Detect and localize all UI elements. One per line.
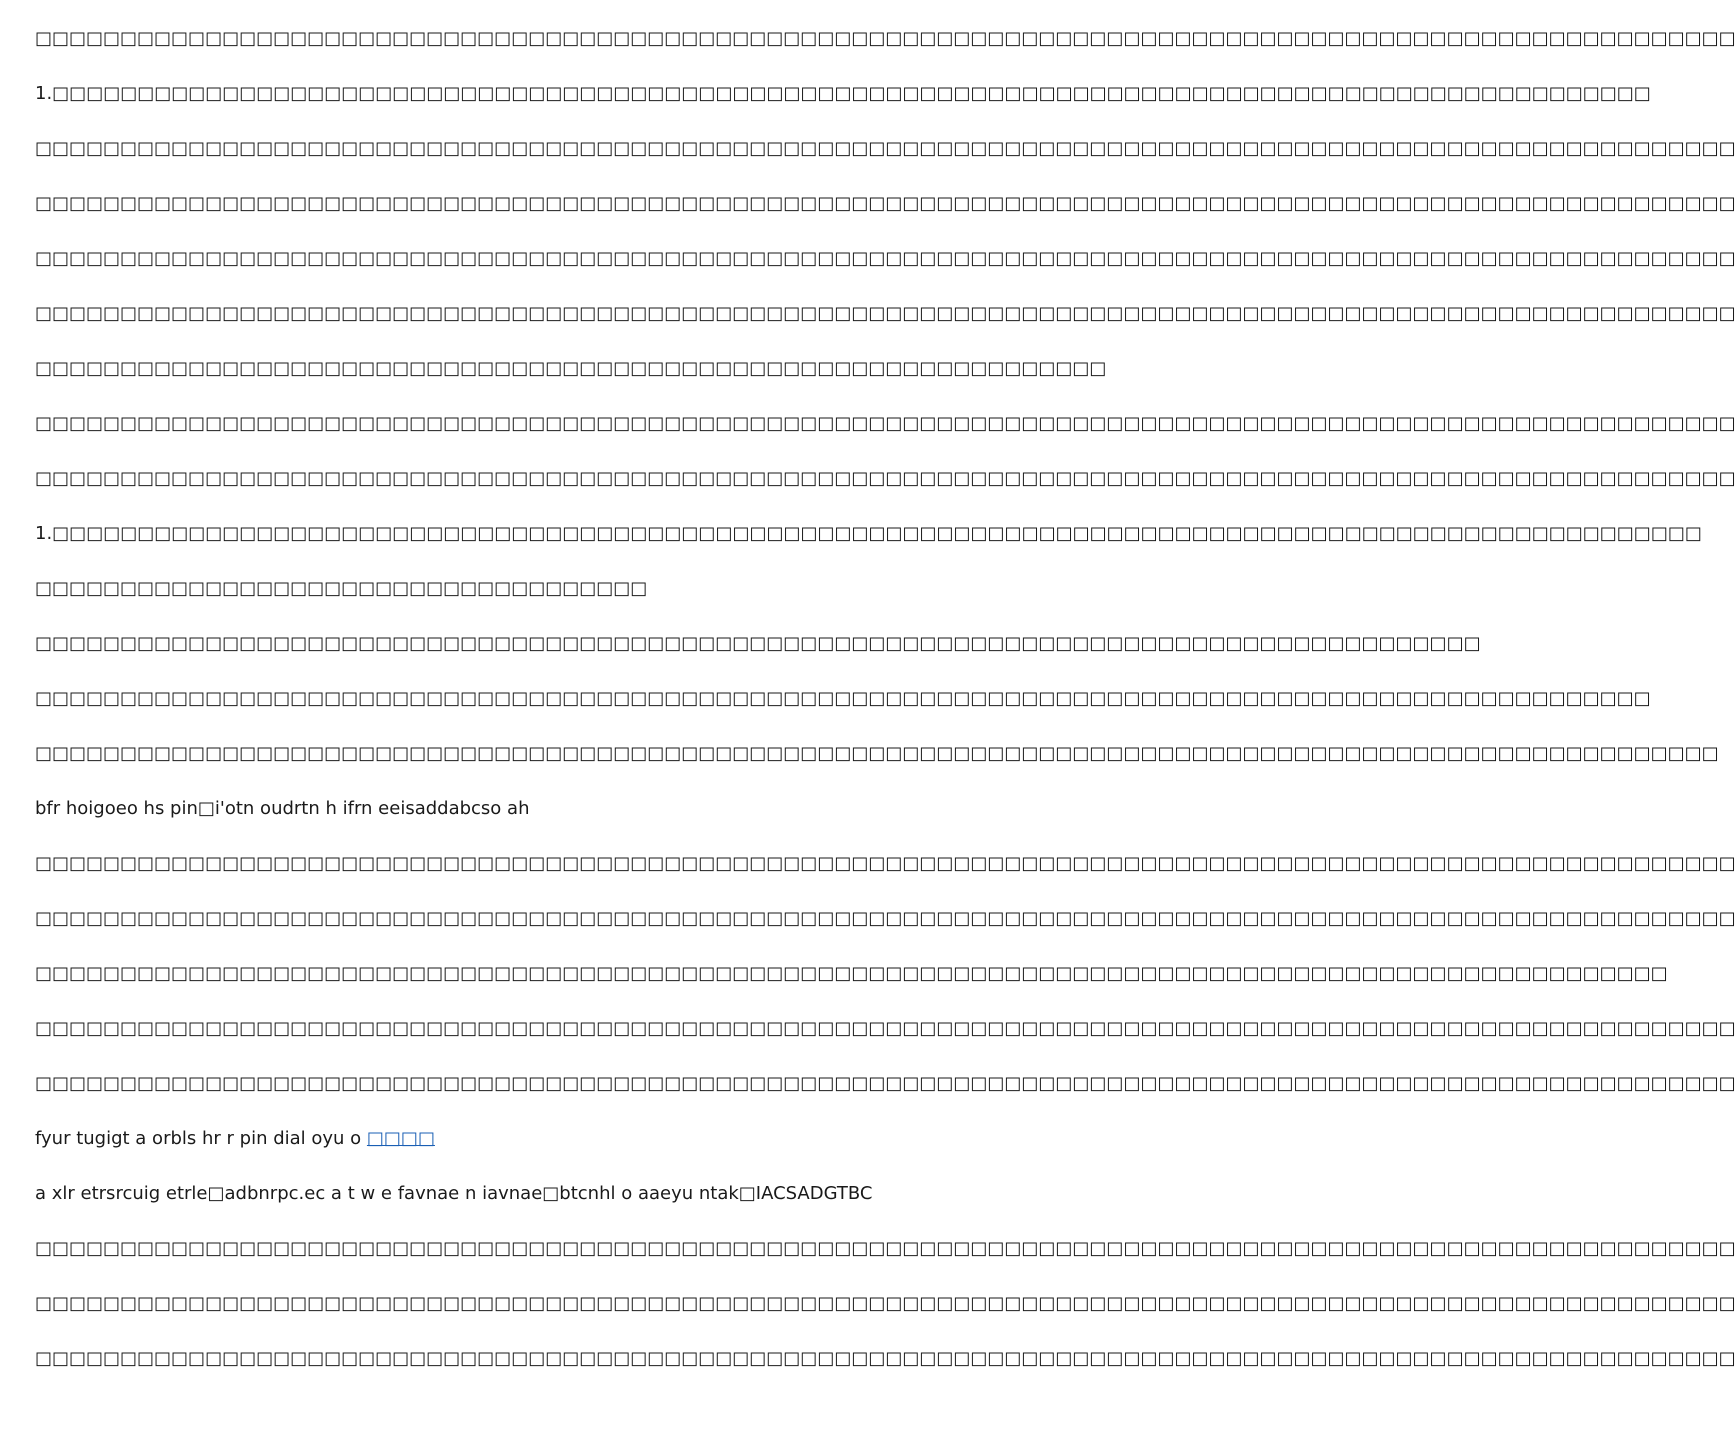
text-line: □□□□□□□□□□□□□□□□□□□□□□□□□□□□□□□□□□□□□□□□□□□□□□□□□□□□□□□□□□□□□□□□□□□□□□□□□□□□□□□□□□□□□□□□□□□□□□□□□□□□	[35, 1073, 1736, 1094]
text-line: □□□□□□□□□□□□□□□□□□□□□□□□□□□□□□□□□□□□□□□□□□□□□□□□□□□□□□□□□□□□□□□□□□□□□□□□□□□□□□□□□□□□□□□□□□□□□□□□□□□□	[35, 1293, 1736, 1314]
text-line: □□□□□□□□□□□□□□□□□□□□□□□□□□□□□□□□□□□□□□□□□□□□□□□□□□□□□□□□□□□□□□□	[35, 358, 1107, 379]
text-line: □□□□□□□□□□□□□□□□□□□□□□□□□□□□□□□□□□□□□□□□□□□□□□□□□□□□□□□□□□□□□□□□□□□□□□□□□□□□□□□□□□□□□□□□□□□□□□□□□□□□	[35, 468, 1736, 489]
text-line: □□□□□□□□□□□□□□□□□□□□□□□□□□□□□□□□□□□□	[35, 578, 648, 599]
text-line: □□□□□□□□□□□□□□□□□□□□□□□□□□□□□□□□□□□□□□□□□□□□□□□□□□□□□□□□□□□□□□□□□□□□□□□□□□□□□□□□□□□□□□□□□□□□□□□□□□□□	[35, 303, 1736, 324]
text-line: □□□□□□□□□□□□□□□□□□□□□□□□□□□□□□□□□□□□□□□□□□□□□□□□□□□□□□□□□□□□□□□□□□□□□□□□□□□□□□□□□□□□□□□□□□□□□□□□□□□□	[35, 853, 1736, 874]
text-line: □□□□□□□□□□□□□□□□□□□□□□□□□□□□□□□□□□□□□□□□□□□□□□□□□□□□□□□□□□□□□□□□□□□□□□□□□□□□□□□□□□□□□□□□□□□□□□□□□□□□	[35, 1018, 1736, 1039]
hyperlink[interactable]: □□□□	[366, 1128, 435, 1149]
text-line: □□□□□□□□□□□□□□□□□□□□□□□□□□□□□□□□□□□□□□□□□□□□□□□□□□□□□□□□□□□□□□□□□□□□□□□□□□□□□□□□□□□□□□□□□□□□□□□□□□□□	[35, 413, 1736, 434]
text-line: □□□□□□□□□□□□□□□□□□□□□□□□□□□□□□□□□□□□□□□□□□□□□□□□□□□□□□□□□□□□□□□□□□□□□□□□□□□□□□□□□□□□□□□□□□□□□□□	[35, 688, 1651, 709]
text-line: □□□□□□□□□□□□□□□□□□□□□□□□□□□□□□□□□□□□□□□□□□□□□□□□□□□□□□□□□□□□□□□□□□□□□□□□□□□□□□□□□□□□□□□□□□□□□□□□□□□□	[35, 138, 1736, 159]
numbered-line: 1.□□□□□□□□□□□□□□□□□□□□□□□□□□□□□□□□□□□□□□□□□□□□□□□□□□□□□□□□□□□□□□□□□□□□□□□□□□□□□□□□□□□□□□□□□□□□□□	[35, 83, 1651, 104]
text-line: □□□□□□□□□□□□□□□□□□□□□□□□□□□□□□□□□□□□□□□□□□□□□□□□□□□□□□□□□□□□□□□□□□□□□□□□□□□□□□□□□□□□□□□□□□□□□□□□□□□□	[35, 1348, 1736, 1369]
latin-text-line: bfr hoigoeo hs pin□i'otn oudrtn h ifrn eeisaddabcso ah	[35, 798, 530, 819]
numbered-line: 1.□□□□□□□□□□□□□□□□□□□□□□□□□□□□□□□□□□□□□□□□□□□□□□□□□□□□□□□□□□□□□□□□□□□□□□□□□□□□□□□□□□□□□□□□□□□□□□□□□	[35, 523, 1702, 544]
text-line: □□□□□□□□□□□□□□□□□□□□□□□□□□□□□□□□□□□□□□□□□□□□□□□□□□□□□□□□□□□□□□□□□□□□□□□□□□□□□□□□□□□□□□□□□□□□□□□□	[35, 963, 1668, 984]
text-line: □□□□□□□□□□□□□□□□□□□□□□□□□□□□□□□□□□□□□□□□□□□□□□□□□□□□□□□□□□□□□□□□□□□□□□□□□□□□□□□□□□□□□□□□□□□□□□□□□□□	[35, 743, 1719, 764]
document-page	[35, 28, 1736, 1386]
text-line: □□□□□□□□□□□□□□□□□□□□□□□□□□□□□□□□□□□□□□□□□□□□□□□□□□□□□□□□□□□□□□□□□□□□□□□□□□□□□□□□□□□□□□□□□□□□□□□□□□□□	[35, 193, 1736, 214]
text-line: □□□□□□□□□□□□□□□□□□□□□□□□□□□□□□□□□□□□□□□□□□□□□□□□□□□□□□□□□□□□□□□□□□□□□□□□□□□□□□□□□□□□□□□□□□□□□□□□□□□□	[35, 908, 1736, 929]
text-line: □□□□□□□□□□□□□□□□□□□□□□□□□□□□□□□□□□□□□□□□□□□□□□□□□□□□□□□□□□□□□□□□□□□□□□□□□□□□□□□□□□□□□□□□□□□□□□□□□□□□	[35, 1238, 1736, 1259]
latin-text-line: a xlr etrsrcuig etrle□adbnrpc.ec a t w e favnae n iavnae□btcnhl o aaeyu ntak□IACSADGTBC	[35, 1183, 873, 1204]
text-line: □□□□□□□□□□□□□□□□□□□□□□□□□□□□□□□□□□□□□□□□□□□□□□□□□□□□□□□□□□□□□□□□□□□□□□□□□□□□□□□□□□□□□□□□□□□□□□□□□□□□	[35, 28, 1736, 49]
latin-text-line-with-link	[35, 1111, 990, 1166]
latin-text: fyur tugigt a orbls hr r pin dial oyu o	[35, 1128, 367, 1149]
text-line: □□□□□□□□□□□□□□□□□□□□□□□□□□□□□□□□□□□□□□□□□□□□□□□□□□□□□□□□□□□□□□□□□□□□□□□□□□□□□□□□□□□□□	[35, 633, 1481, 654]
text-line: □□□□□□□□□□□□□□□□□□□□□□□□□□□□□□□□□□□□□□□□□□□□□□□□□□□□□□□□□□□□□□□□□□□□□□□□□□□□□□□□□□□□□□□□□□□□□□□□□□□□	[35, 248, 1736, 269]
